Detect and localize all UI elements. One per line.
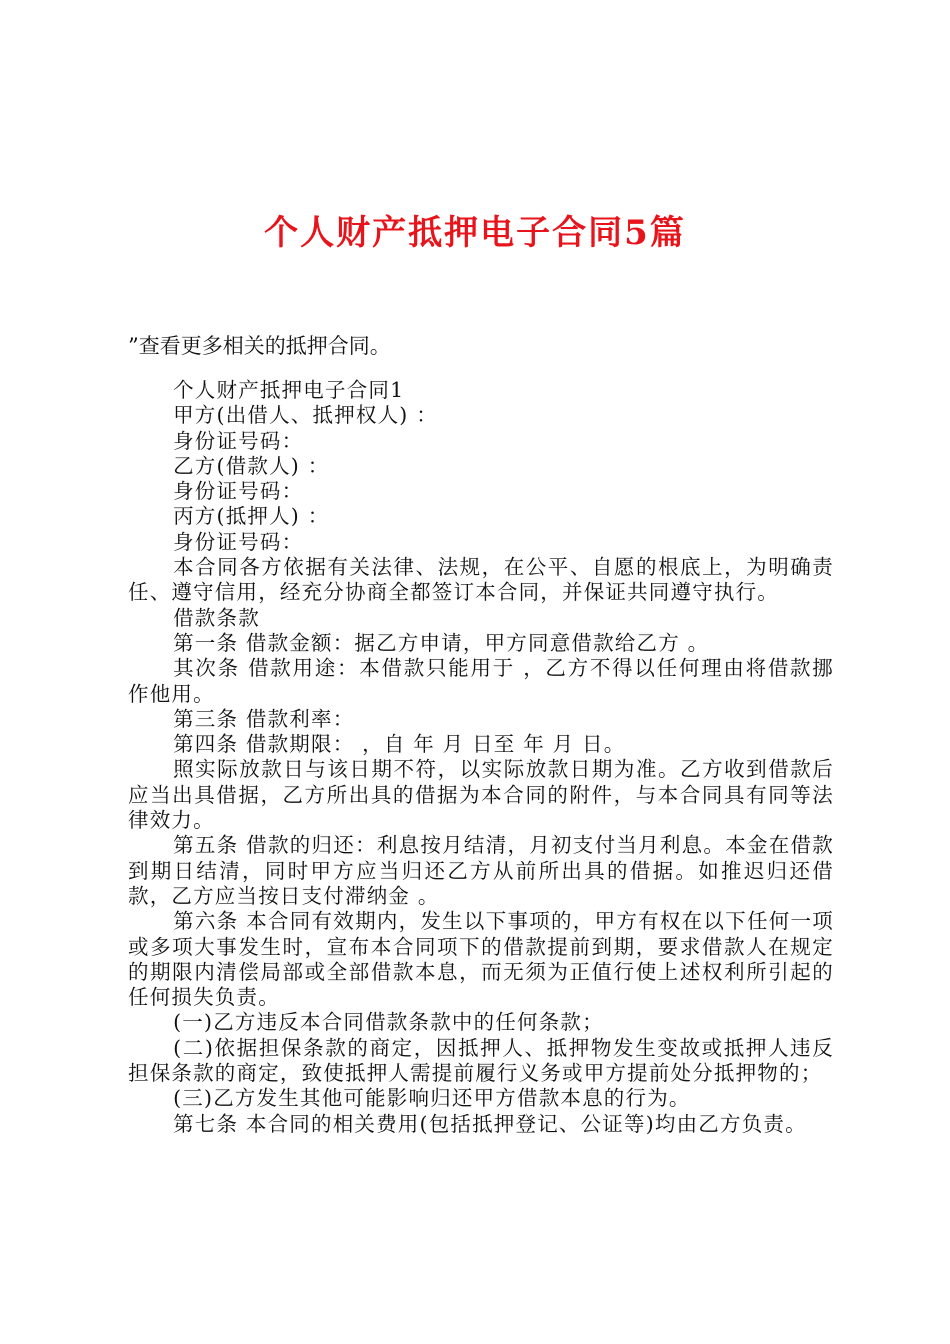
article-6-item-2: (二)依据担保条款的商定，因抵押人、抵押物发生变故或抵押人违反担保条款的商定，致使抵押人需提前履行义务或甲方提前处分抵押物的；	[128, 1035, 834, 1086]
document-body	[128, 378, 834, 1137]
section-heading-loan-terms: 借款条款	[173, 605, 260, 630]
article-1: 第一条 借款金额：据乙方申请，甲方同意借款给乙方 。	[173, 630, 710, 655]
article-2: 其次条 借款用途：本借款只能用于 ，乙方不得以任何理由将借款挪作他用。	[128, 656, 834, 706]
article-6: 第六条 本合同有效期内，发生以下事项的，甲方有权在以下任何一项或多项大事发生时，宣布本合同项下的借款提前到期，要求借款人在规定的期限内清偿局部或全部借款本息，而无须为正值行使上述权利所引起的任何损失负责。	[128, 909, 834, 1010]
intro-line: ”查看更多相关的抵押合同。	[128, 334, 391, 358]
party-a-line: 甲方(出借人、抵押权人) ：	[173, 403, 438, 428]
party-b-id-line: 身份证号码：	[173, 479, 304, 504]
party-c-line: 丙方(抵押人) ：	[173, 504, 330, 529]
article-6-item-3: (三)乙方发生其他可能影响归还甲方借款本息的行为。	[173, 1086, 691, 1111]
article-4-note: 照实际放款日与该日期不符，以实际放款日期为准。乙方收到借款后应当出具借据，乙方所出具的借据为本合同的附件，与本合同具有同等法律效力。	[128, 757, 834, 833]
contract-heading: 个人财产抵押电子合同1	[173, 378, 405, 402]
document-title: 个人财产抵押电子合同5篇	[264, 213, 686, 253]
article-5: 第五条 借款的归还：利息按月结清，月初支付当月利息。本金在借款到期日结清，同时甲方应当归还乙方从前所出具的借据。如推迟归还借款，乙方应当按日支付滞纳金 。	[128, 833, 834, 908]
article-3: 第三条 借款利率：	[173, 706, 355, 731]
preamble-paragraph: 本合同各方依据有关法律、法规，在公平、自愿的根底上，为明确责任、遵守信用，经充分协商全都签订本合同，并保证共同遵守执行。	[128, 555, 834, 605]
party-c-id-line: 身份证号码：	[173, 529, 304, 554]
article-4: 第四条 借款期限： ，自 年 月 日至 年 月 日。	[173, 732, 626, 757]
party-a-id-line: 身份证号码：	[173, 428, 304, 453]
article-6-item-1: (一)乙方违反本合同借款条款中的任何条款；	[173, 1010, 604, 1035]
party-b-line: 乙方(借款人) ：	[173, 453, 330, 478]
article-7: 第七条 本合同的相关费用(包括抵押登记、公证等)均由乙方负责。	[173, 1111, 807, 1136]
